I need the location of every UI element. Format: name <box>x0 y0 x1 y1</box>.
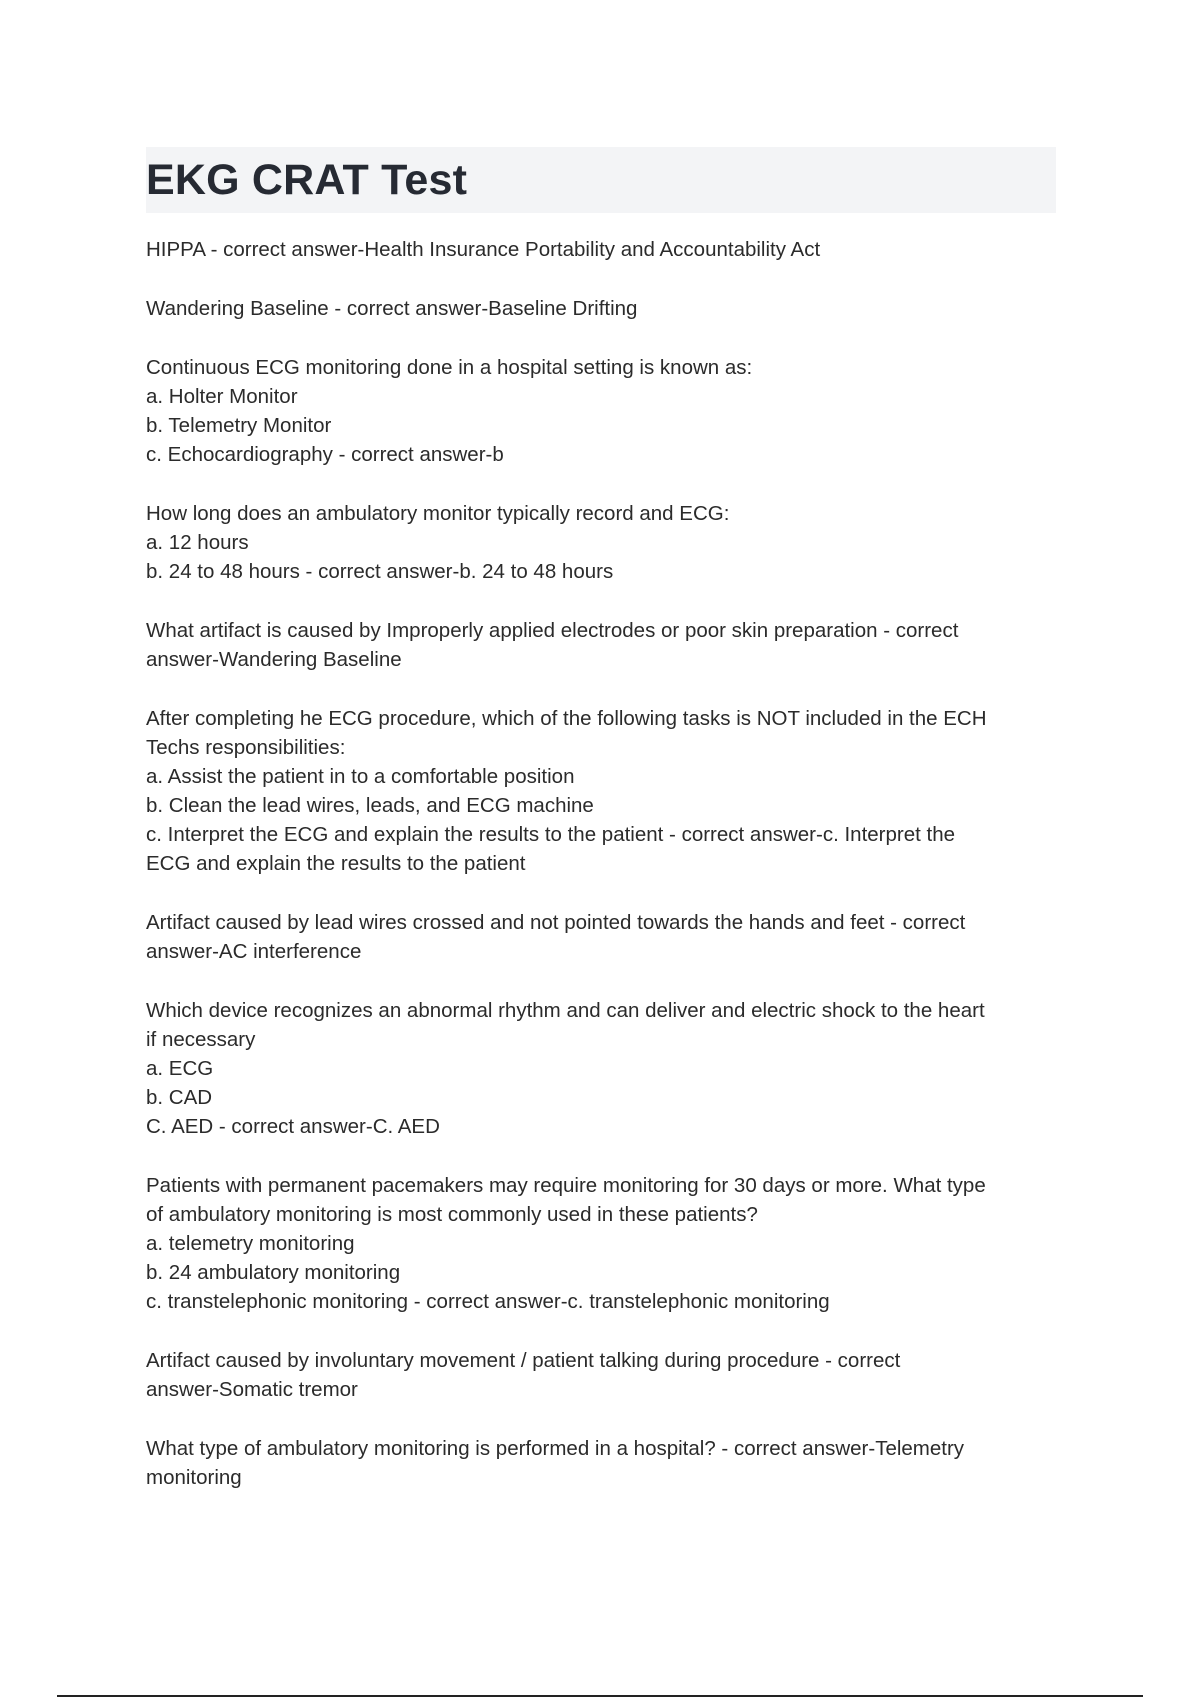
question-text: Which device recognizes an abnormal rhythm and can deliver and electric shock to the heart <box>146 999 985 1022</box>
question-text: Wandering Baseline - correct answer-Baseline Drifting <box>146 297 638 320</box>
question-text: How long does an ambulatory monitor typically record and ECG: <box>146 502 730 525</box>
answer-line: c. Interpret the ECG and explain the results to the patient - correct answer-c. Interpret the <box>146 823 956 846</box>
answer-line: of ambulatory monitoring is most commonly used in these patients? <box>146 1203 758 1226</box>
qa-item <box>146 499 1056 586</box>
qa-item <box>146 1346 1056 1404</box>
answer-line: a. Assist the patient in to a comfortable position <box>146 765 575 788</box>
answer-line: if necessary <box>146 1028 256 1051</box>
answer-line: answer-AC interference <box>146 940 362 963</box>
answer-line: a. 12 hours <box>146 531 249 554</box>
qa-item <box>146 1171 1056 1316</box>
question-text: HIPPA - correct answer-Health Insurance Portability and Accountability Act <box>146 238 821 261</box>
answer-line: a. ECG <box>146 1057 214 1080</box>
answer-line: answer-Wandering Baseline <box>146 648 402 671</box>
answer-line: b. Clean the lead wires, leads, and ECG machine <box>146 794 594 817</box>
answer-line: b. 24 to 48 hours - correct answer-b. 24 to 48 hours <box>146 560 614 583</box>
qa-list <box>146 235 1056 1492</box>
qa-item <box>146 235 1056 264</box>
answer-line: Techs responsibilities: <box>146 736 346 759</box>
qa-item <box>146 353 1056 469</box>
answer-line: b. CAD <box>146 1086 213 1109</box>
answer-line: a. telemetry monitoring <box>146 1232 355 1255</box>
answer-line: a. Holter Monitor <box>146 385 298 408</box>
question-text: After completing he ECG procedure, which of the following tasks is NOT included in the ECH <box>146 707 987 730</box>
question-text: Artifact caused by involuntary movement / patient talking during procedure - correct <box>146 1349 901 1372</box>
question-text: What type of ambulatory monitoring is performed in a hospital? - correct answer-Telemetry <box>146 1437 965 1460</box>
title-banner <box>146 147 1056 213</box>
answer-line: C. AED - correct answer-C. AED <box>146 1115 440 1138</box>
answer-line: ECG and explain the results to the patient <box>146 852 526 875</box>
footer-divider <box>57 1695 1143 1697</box>
question-text: What artifact is caused by Improperly applied electrodes or poor skin preparation - correct <box>146 619 959 642</box>
document-page <box>146 147 1056 1522</box>
question-text: Continuous ECG monitoring done in a hospital setting is known as: <box>146 356 753 379</box>
qa-item <box>146 1434 1056 1492</box>
qa-item <box>146 996 1056 1141</box>
qa-item <box>146 908 1056 966</box>
qa-item <box>146 616 1056 674</box>
answer-line: answer-Somatic tremor <box>146 1378 358 1401</box>
answer-line: c. transtelephonic monitoring - correct answer-c. transtelephonic monitoring <box>146 1290 830 1313</box>
answer-line: b. Telemetry Monitor <box>146 414 332 437</box>
answer-line: monitoring <box>146 1466 242 1489</box>
question-text: Artifact caused by lead wires crossed and not pointed towards the hands and feet - correct <box>146 911 966 934</box>
question-text: Patients with permanent pacemakers may require monitoring for 30 days or more. What type <box>146 1174 986 1197</box>
answer-line: b. 24 ambulatory monitoring <box>146 1261 401 1284</box>
qa-item <box>146 704 1056 878</box>
qa-item <box>146 294 1056 323</box>
answer-line: c. Echocardiography - correct answer-b <box>146 443 504 466</box>
document-title: EKG CRAT Test <box>146 155 468 204</box>
